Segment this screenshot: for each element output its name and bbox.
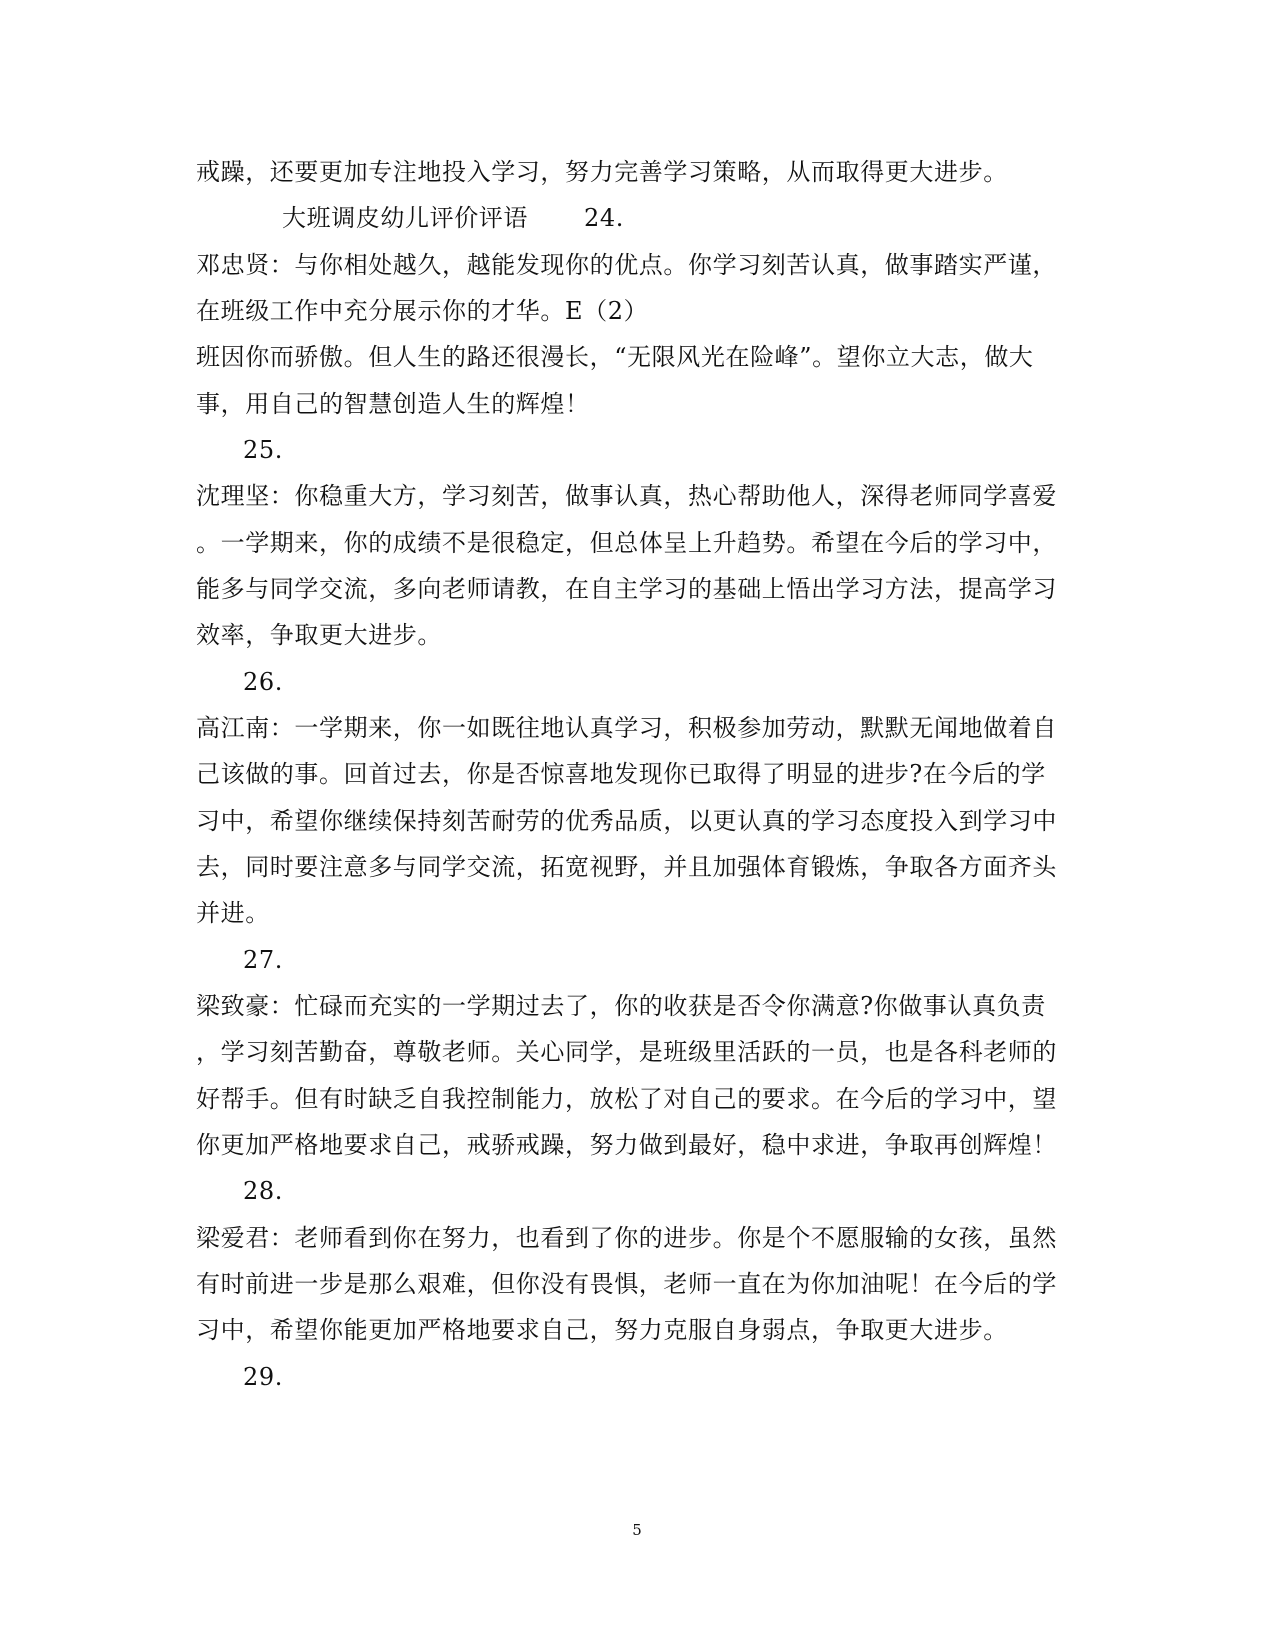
text-line: 己该做的事。回首过去，你是否惊喜地发现你已取得了明显的进步?在今后的学 (196, 760, 1046, 788)
text-line: 你更加严格地要求自己，戒骄戒躁，努力做到最好，稳中求进，争取再创辉煌！ (196, 1131, 1057, 1159)
item-number: 24. (584, 204, 624, 232)
text-line: 事，用自己的智慧创造人生的辉煌！ (196, 390, 590, 418)
text-line: 好帮手。但有时缺乏自我控制能力，放松了对自己的要求。在今后的学习中，望 (196, 1085, 1057, 1113)
page-number: 5 (632, 1521, 642, 1539)
text-line: 。一学期来，你的成绩不是很稳定，但总体呈上升趋势。希望在今后的学习中， (196, 529, 1057, 557)
text-line: 有时前进一步是那么艰难，但你没有畏惧，老师一直在为你加油呢！在今后的学 (196, 1270, 1057, 1298)
text-line: 习中，希望你继续保持刻苦耐劳的优秀品质，以更认真的学习态度投入到学习中 (196, 807, 1057, 835)
text-line: ，学习刻苦勤奋，尊敬老师。关心同学，是班级里活跃的一员，也是各科老师的 (196, 1038, 1057, 1066)
text-line: 能多与同学交流，多向老师请教，在自主学习的基础上悟出学习方法，提高学习 (196, 575, 1057, 603)
text-line: 并进。 (196, 899, 270, 927)
section-title (282, 203, 624, 233)
text-line: 去，同时要注意多与同学交流，拓宽视野，并且加强体育锻炼，争取各方面齐头 (196, 853, 1057, 881)
item-number: 29. (243, 1363, 283, 1391)
item-number: 27. (243, 946, 283, 974)
text-line: 沈理坚：你稳重大方，学习刻苦，做事认真，热心帮助他人，深得老师同学喜爱 (196, 482, 1057, 510)
item-number: 25. (243, 436, 283, 464)
text-line: 在班级工作中充分展示你的才华。E（2） (196, 297, 649, 325)
text-line: 习中，希望你能更加严格地要求自己，努力克服自身弱点，争取更大进步。 (196, 1316, 1008, 1344)
text-line: 戒躁，还要更加专注地投入学习，努力完善学习策略，从而取得更大进步。 (196, 158, 1008, 186)
item-number: 26. (243, 668, 283, 696)
text-line: 梁爱君：老师看到你在努力，也看到了你的进步。你是个不愿服输的女孩，虽然 (196, 1224, 1057, 1252)
text-line: 梁致豪：忙碌而充实的一学期过去了，你的收获是否令你满意?你做事认真负责 (196, 992, 1046, 1020)
text-line: 班因你而骄傲。但人生的路还很漫长，“无限风光在险峰”。望你立大志，做大 (196, 343, 1034, 371)
section-title-text: 大班调皮幼儿评价评语 (282, 204, 528, 232)
text-line: 高江南：一学期来，你一如既往地认真学习，积极参加劳动，默默无闻地做着自 (196, 714, 1057, 742)
text-line: 邓忠贤：与你相处越久，越能发现你的优点。你学习刻苦认真，做事踏实严谨， (196, 251, 1057, 279)
item-number: 28. (243, 1177, 283, 1205)
text-line: 效率，争取更大进步。 (196, 621, 442, 649)
